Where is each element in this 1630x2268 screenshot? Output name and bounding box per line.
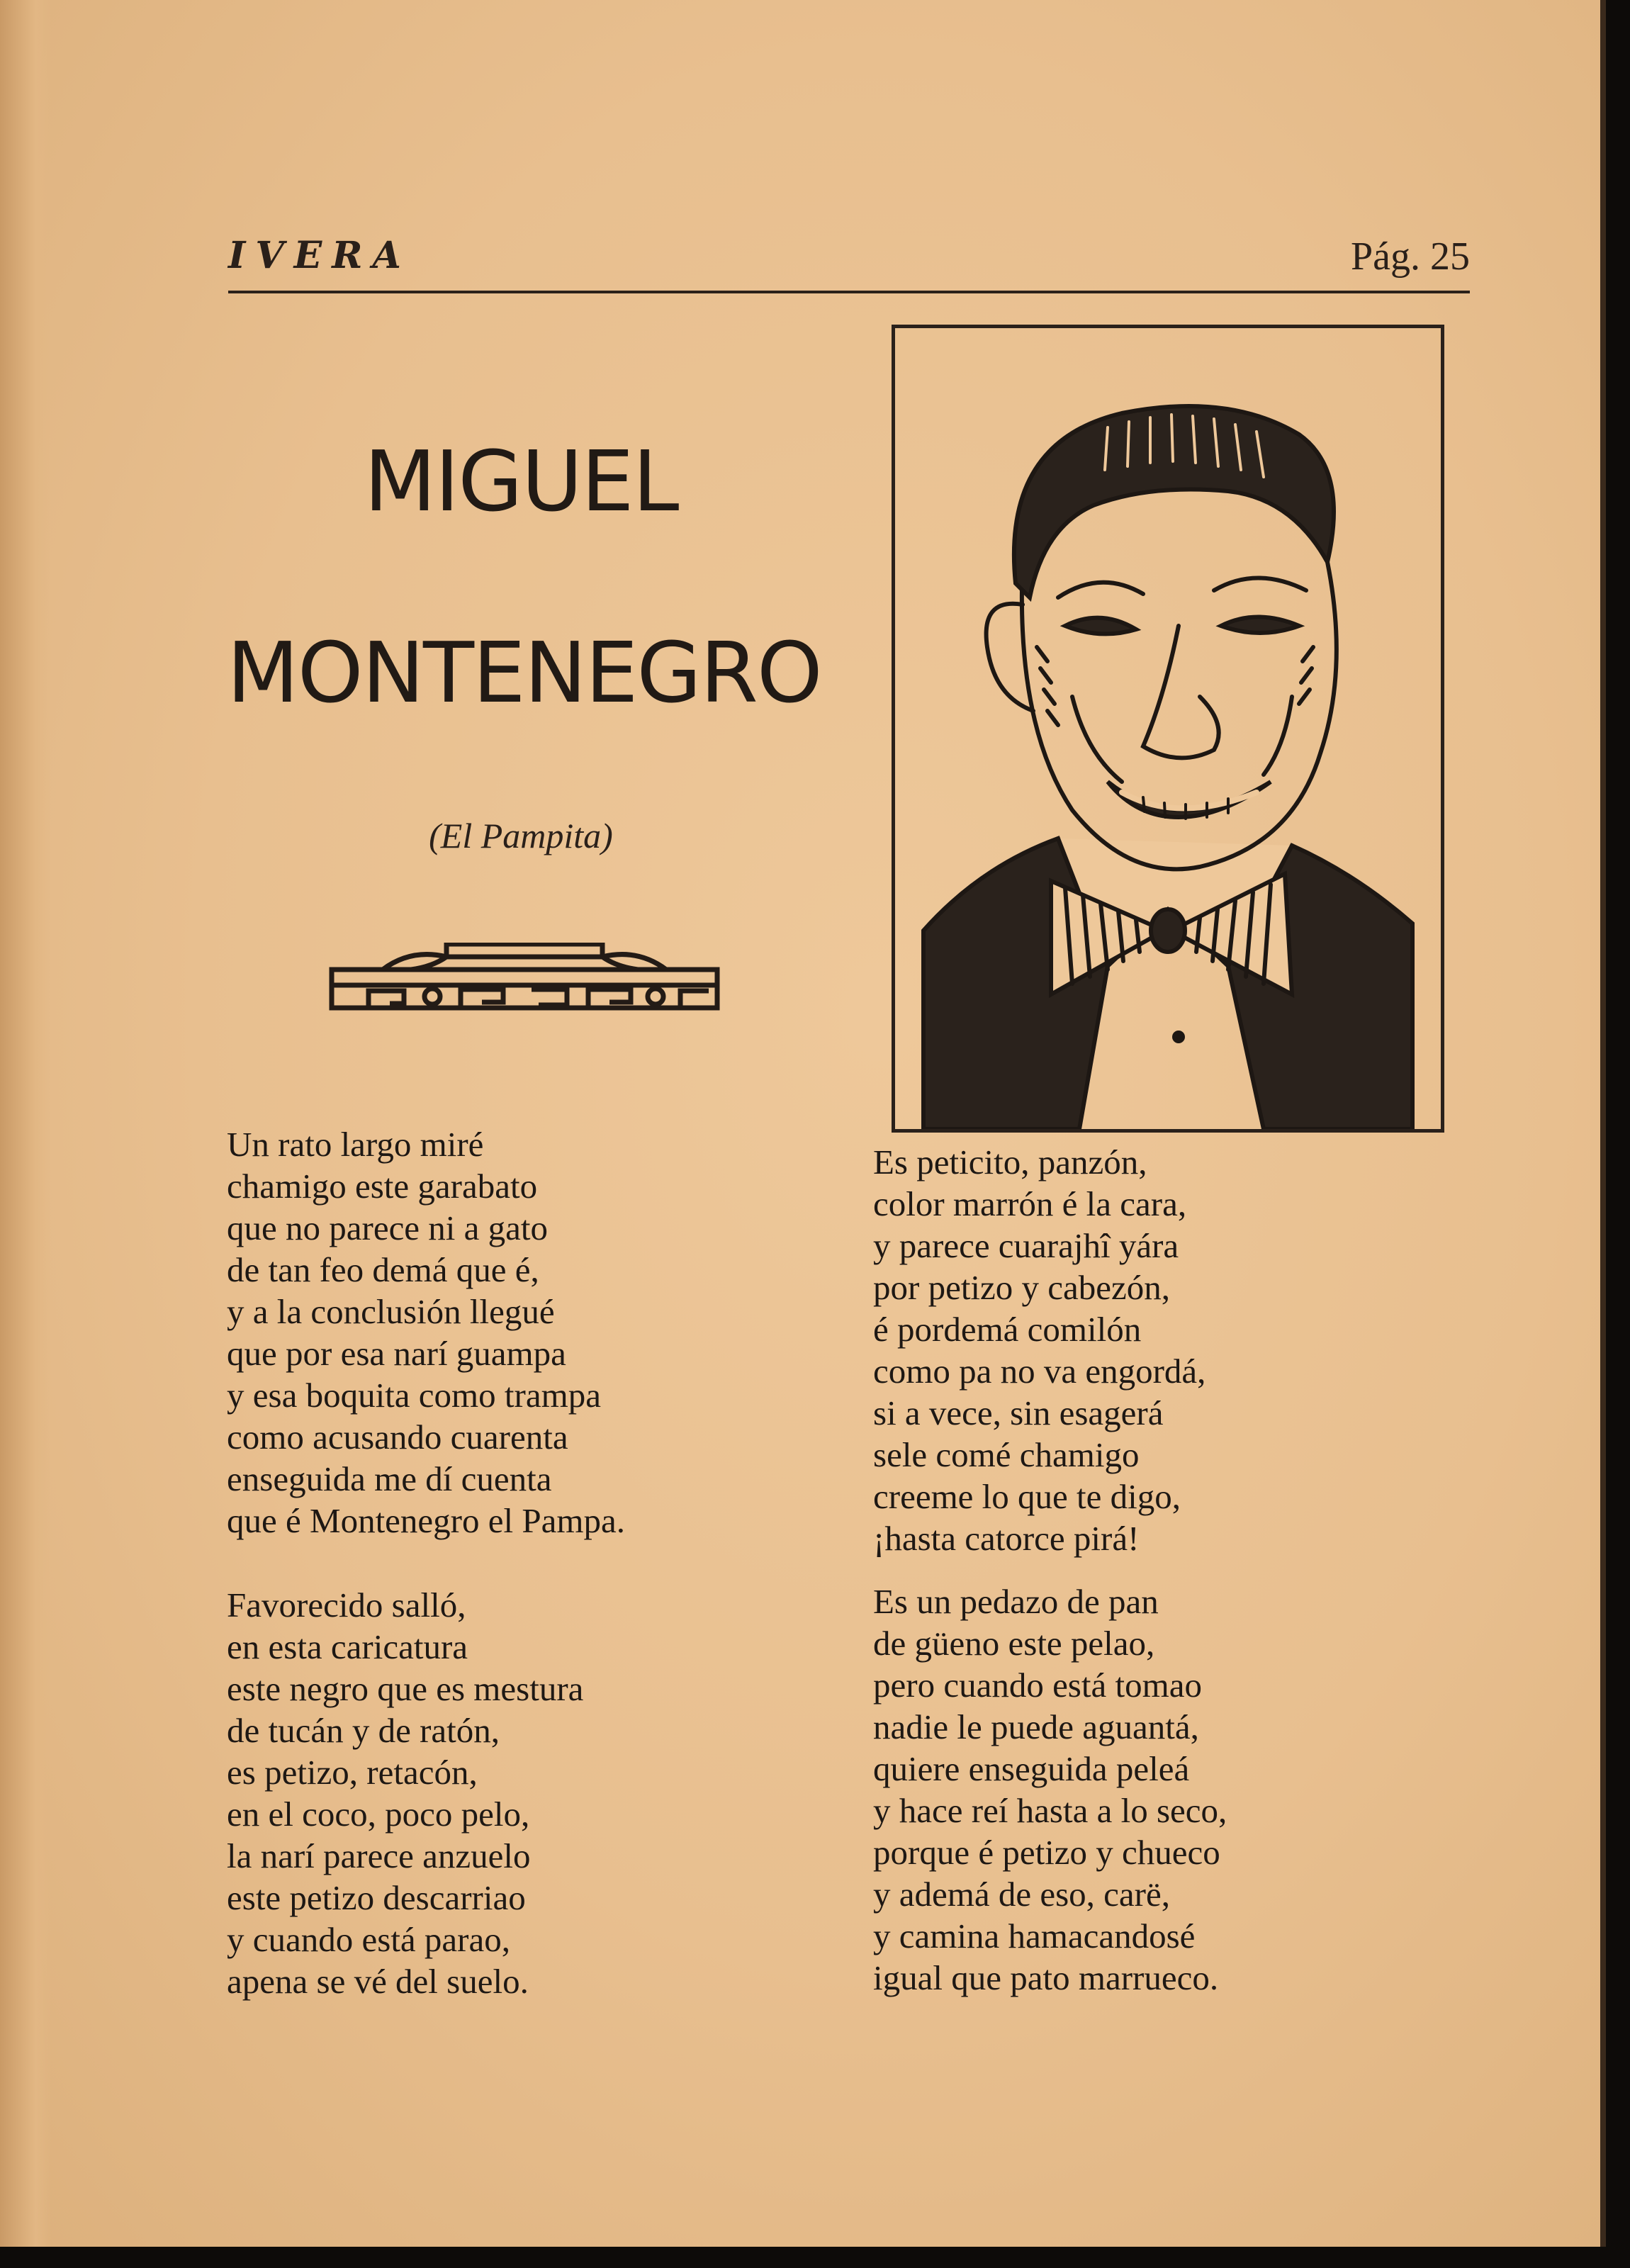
- verse-line: este petizo descarriao: [227, 1878, 526, 1917]
- verse-line: y camina hamacandosé: [873, 1916, 1196, 1955]
- running-header: [228, 234, 1470, 293]
- verse-line: creeme lo que te digo,: [873, 1477, 1181, 1516]
- title-last-name: MONTENEGRO: [227, 624, 821, 722]
- journal-name: IVERA: [228, 234, 411, 277]
- verse-line: de tan feo demá que é,: [227, 1250, 539, 1289]
- verse-line: en esta caricatura: [227, 1627, 468, 1666]
- verse-line: y esa boquita como trampa: [227, 1376, 601, 1415]
- verse-line: ¡hasta catorce pirá!: [873, 1519, 1140, 1558]
- verse-line: este negro que es mestura: [227, 1669, 584, 1708]
- verse-line: nadie le puede aguantá,: [873, 1707, 1199, 1746]
- verse-line: que é Montenegro el Pampa.: [227, 1501, 625, 1540]
- stanza-1: [227, 1123, 625, 1542]
- verse-line: como pa no va engordá,: [873, 1352, 1206, 1391]
- caricature-portrait-icon: [895, 328, 1441, 1129]
- stanza-4: [873, 1581, 1227, 1999]
- verse-line: é pordemá comilón: [873, 1310, 1142, 1349]
- stanza-2: [227, 1584, 583, 2002]
- verse-line: que por esa narí guampa: [227, 1334, 566, 1373]
- stanza-3: [873, 1141, 1205, 1559]
- verse-line: sele comé chamigo: [873, 1435, 1140, 1474]
- verse-line: si a vece, sin esagerá: [873, 1393, 1164, 1432]
- verse-line: y cuando está parao,: [227, 1920, 510, 1959]
- verse-line: Un rato largo miré: [227, 1125, 484, 1164]
- verse-line: Es un pedazo de pan: [873, 1582, 1159, 1621]
- verse-line: igual que pato marrueco.: [873, 1958, 1219, 1997]
- verse-line: y parece cuarajhî yára: [873, 1226, 1179, 1265]
- verse-line: de tucán y de ratón,: [227, 1711, 500, 1750]
- verse-line: y a la conclusión llegué: [227, 1292, 555, 1331]
- verse-line: de güeno este pelao,: [873, 1624, 1155, 1663]
- verse-line: quiere enseguida peleá: [873, 1749, 1190, 1788]
- caricature-frame: [892, 325, 1444, 1133]
- verse-line: por petizo y cabezón,: [873, 1268, 1171, 1307]
- verse-line: en el coco, poco pelo,: [227, 1795, 530, 1834]
- verse-line: es petizo, retacón,: [227, 1753, 478, 1792]
- verse-line: y hace reí hasta a lo seco,: [873, 1791, 1227, 1830]
- verse-line: la narí parece anzuelo: [227, 1836, 531, 1875]
- verse-line: apena se vé del suelo.: [227, 1962, 529, 2001]
- verse-line: y ademá de eso, carë,: [873, 1875, 1170, 1914]
- verse-line: Es peticito, panzón,: [873, 1143, 1147, 1181]
- page-number: Pág. 25: [1351, 235, 1470, 279]
- verse-line: enseguida me dí cuenta: [227, 1459, 552, 1498]
- verse-line: porque é petizo y chueco: [873, 1833, 1220, 1872]
- verse-line: Favorecido salló,: [227, 1585, 466, 1624]
- verse-line: como acusando cuarenta: [227, 1418, 568, 1456]
- nickname: (El Pampita): [429, 816, 613, 855]
- title-first-name: MIGUEL: [364, 432, 678, 530]
- verse-line: que no parece ni a gato: [227, 1208, 549, 1247]
- page-gutter: [0, 0, 51, 2247]
- verse-line: color marrón é la cara,: [873, 1184, 1187, 1223]
- verse-line: pero cuando está tomao: [873, 1666, 1202, 1705]
- greek-key-ornament-icon: [326, 943, 723, 1014]
- verse-line: chamigo este garabato: [227, 1167, 538, 1206]
